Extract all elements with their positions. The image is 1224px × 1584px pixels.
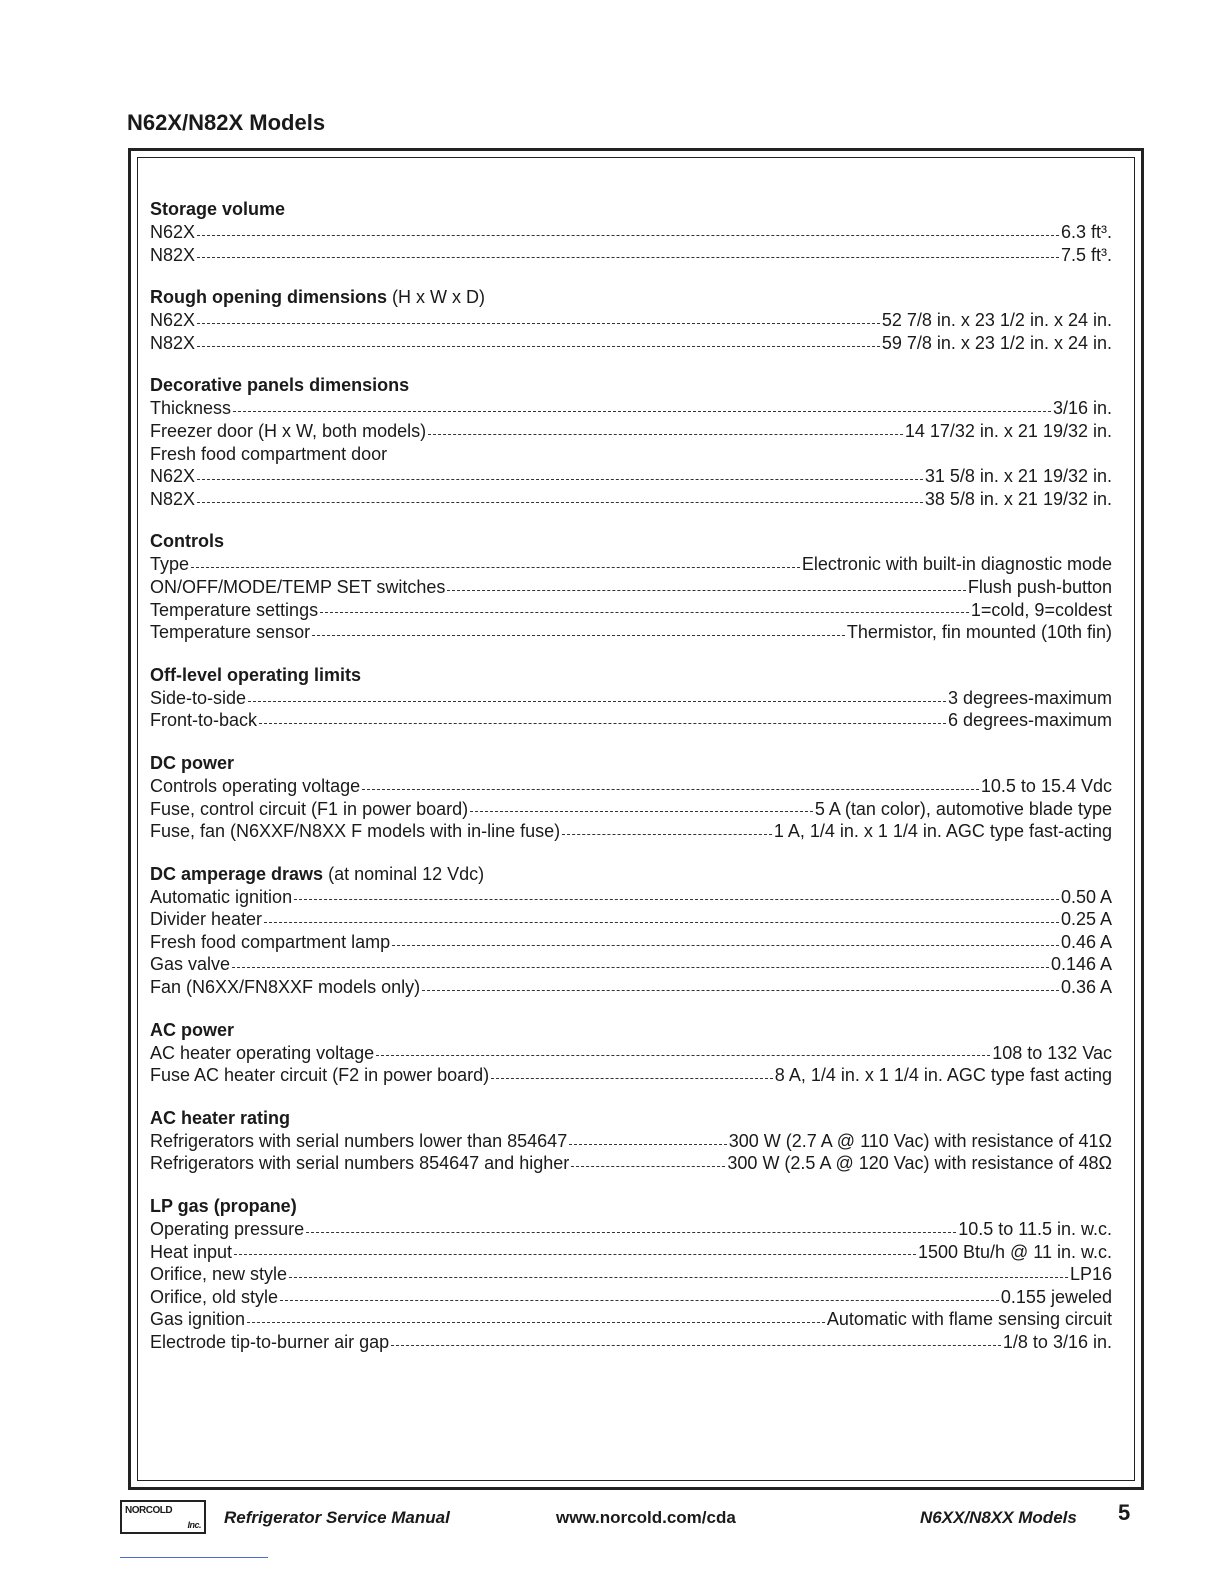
dot-leader	[197, 502, 923, 503]
section-title	[150, 1019, 1112, 1042]
spec-row	[150, 621, 1112, 644]
logo-bottom-text: Inc.	[187, 1520, 201, 1530]
spec-label: Controls operating voltage	[150, 775, 361, 796]
dot-leader	[191, 567, 800, 568]
spec-value: 0.36 A	[1060, 977, 1112, 998]
spec-subheading: Fresh food compartment door	[150, 443, 388, 464]
section-title	[150, 863, 1112, 886]
spec-label: Side-to-side	[150, 687, 247, 708]
spec-row	[150, 1286, 1112, 1309]
spec-label: Freezer door (H x W, both models)	[150, 420, 427, 441]
footer-manual-title: Refrigerator Service Manual	[224, 1508, 450, 1527]
dot-leader	[234, 1254, 916, 1255]
spec-row	[150, 1042, 1112, 1065]
spec-row	[150, 886, 1112, 909]
section-subtitle: (H x W x D)	[392, 287, 485, 308]
spec-label: Temperature settings	[150, 599, 319, 620]
section-subtitle: (at nominal 12 Vdc)	[328, 863, 485, 884]
page-number: 5	[1118, 1500, 1131, 1525]
logo-top-text: NORCOLD	[125, 1505, 173, 1516]
dot-leader	[447, 590, 966, 591]
spec-label: Divider heater	[150, 909, 263, 930]
spec-section	[150, 1107, 1112, 1175]
section-title	[150, 374, 1112, 397]
spec-label: Type	[150, 554, 190, 575]
spec-label: Fuse AC heater circuit (F2 in power board)	[150, 1065, 490, 1086]
spec-section	[150, 1195, 1112, 1354]
spec-value: 5 A (tan color), automotive blade type	[814, 798, 1112, 819]
section-title-text: AC power	[150, 1019, 235, 1040]
spec-row	[150, 488, 1112, 511]
spec-value: 0.25 A	[1060, 909, 1112, 930]
spec-row	[150, 397, 1112, 420]
dot-leader	[232, 967, 1049, 968]
spec-section	[150, 198, 1112, 266]
spec-value: 31 5/8 in. x 21 19/32 in.	[924, 466, 1112, 487]
spec-label: Electrode tip-to-burner air gap	[150, 1332, 390, 1352]
spec-value: 1/8 to 3/16 in.	[1002, 1332, 1112, 1352]
dot-leader	[197, 346, 880, 347]
dot-leader	[280, 1300, 999, 1301]
spec-value: 300 W (2.5 A @ 120 Vac) with resistance of 48Ω	[727, 1153, 1112, 1174]
spec-label: Gas ignition	[150, 1309, 246, 1330]
dot-leader	[320, 612, 969, 613]
footer-models: N6XX/N8XX Models	[920, 1508, 1077, 1527]
spec-label: N62X	[150, 310, 196, 331]
spec-row	[150, 709, 1112, 732]
spec-row	[150, 599, 1112, 622]
spec-value: Flush push-button	[967, 576, 1112, 597]
spec-value: 14 17/32 in. x 21 19/32 in.	[904, 420, 1112, 441]
dot-leader	[197, 235, 1059, 236]
spec-value: Automatic with flame sensing circuit	[826, 1309, 1112, 1330]
spec-section	[150, 374, 1112, 510]
dot-leader	[197, 257, 1059, 258]
spec-section	[150, 530, 1112, 643]
section-title	[150, 198, 1112, 221]
spec-row	[150, 465, 1112, 488]
link-underline	[120, 1557, 268, 1558]
section-title	[150, 664, 1112, 687]
spec-label: N82X	[150, 332, 196, 353]
spec-row	[150, 420, 1112, 443]
spec-label: Gas valve	[150, 954, 231, 975]
spec-value: Electronic with built-in diagnostic mode	[801, 554, 1112, 575]
dot-leader	[197, 479, 923, 480]
spec-label: Fan (N6XX/FN8XXF models only)	[150, 977, 421, 998]
spec-label: AC heater operating voltage	[150, 1042, 375, 1063]
spec-section	[150, 752, 1112, 843]
section-title	[150, 286, 1112, 309]
spec-value: 3 degrees-maximum	[947, 687, 1112, 708]
spec-row	[150, 221, 1112, 244]
spec-value: 7.5 ft³.	[1060, 244, 1112, 265]
spec-row	[150, 1218, 1112, 1241]
spec-section	[150, 1019, 1112, 1087]
spec-label: Orifice, old style	[150, 1286, 279, 1307]
spec-value: 38 5/8 in. x 21 19/32 in.	[924, 488, 1112, 509]
spec-value: 108 to 132 Vac	[992, 1042, 1112, 1063]
dot-leader	[392, 945, 1059, 946]
spec-label: Fresh food compartment lamp	[150, 931, 391, 952]
section-title-text: Storage volume	[150, 199, 286, 219]
section-title-text: AC heater rating	[150, 1107, 291, 1128]
section-title-text: Off-level operating limits	[150, 664, 362, 685]
spec-value: 0.50 A	[1060, 886, 1112, 907]
spec-value: 52 7/8 in. x 23 1/2 in. x 24 in.	[881, 310, 1112, 331]
spec-label: Orifice, new style	[150, 1264, 288, 1285]
section-title-text: DC amperage draws	[150, 863, 324, 884]
norcold-logo	[120, 1500, 206, 1534]
spec-value: 59 7/8 in. x 23 1/2 in. x 24 in.	[881, 332, 1112, 353]
spec-row	[150, 332, 1112, 355]
spec-row	[150, 687, 1112, 710]
page-footer	[120, 1500, 1140, 1540]
dot-leader	[197, 323, 880, 324]
spec-label: Refrigerators with serial numbers lower than 854647	[150, 1130, 568, 1151]
spec-label: Fuse, fan (N6XXF/N8XX F models with in-line fuse)	[150, 821, 561, 842]
spec-value: 6 degrees-maximum	[947, 710, 1112, 731]
section-title	[150, 1195, 1112, 1218]
dot-leader	[289, 1277, 1068, 1278]
spec-label: Refrigerators with serial numbers 854647 and higher	[150, 1153, 570, 1174]
spec-value: 300 W (2.7 A @ 110 Vac) with resistance of 41Ω	[728, 1130, 1112, 1151]
spec-label: Fuse, control circuit (F1 in power board)	[150, 798, 469, 819]
spec-value: LP16	[1069, 1264, 1112, 1285]
spec-row	[150, 953, 1112, 976]
dot-leader	[571, 1166, 725, 1167]
spec-value: 1=cold, 9=coldest	[970, 599, 1112, 620]
spec-row	[150, 1241, 1112, 1264]
section-title-text: LP gas (propane)	[150, 1196, 297, 1217]
spec-value: 0.146 A	[1050, 954, 1112, 975]
spec-row	[150, 309, 1112, 332]
spec-row	[150, 1331, 1112, 1354]
spec-row	[150, 244, 1112, 267]
spec-row	[150, 1152, 1112, 1175]
spec-value: 10.5 to 11.5 in. w.c.	[958, 1219, 1112, 1240]
dot-leader	[569, 1144, 727, 1145]
dot-leader	[259, 723, 946, 724]
spec-label: Thickness	[150, 398, 232, 419]
dot-leader	[362, 789, 979, 790]
section-title	[150, 1107, 1112, 1130]
spec-value: 6.3 ft³.	[1060, 222, 1112, 242]
spec-label: Operating pressure	[150, 1219, 305, 1240]
spec-value: 0.46 A	[1060, 931, 1112, 952]
spec-value: 1 A, 1/4 in. x 1 1/4 in. AGC type fast-acting	[773, 821, 1112, 842]
spec-content	[150, 198, 1112, 1374]
spec-value: Thermistor, fin mounted (10th fin)	[846, 622, 1112, 643]
dot-leader	[562, 834, 772, 835]
section-title-text: Decorative panels dimensions	[150, 375, 410, 396]
spec-row	[150, 931, 1112, 954]
dot-leader	[247, 1322, 825, 1323]
dot-leader	[391, 1345, 1001, 1346]
section-title-text: Rough opening dimensions	[150, 287, 387, 308]
dot-leader	[422, 990, 1059, 991]
spec-row	[150, 1308, 1112, 1331]
dot-leader	[264, 922, 1059, 923]
spec-value: 10.5 to 15.4 Vdc	[980, 775, 1112, 796]
section-title	[150, 530, 1112, 553]
section-title	[150, 752, 1112, 775]
spec-value: 8 A, 1/4 in. x 1 1/4 in. AGC type fast acting	[774, 1065, 1112, 1086]
spec-row	[150, 576, 1112, 599]
spec-value: 3/16 in.	[1052, 398, 1112, 419]
spec-section	[150, 664, 1112, 732]
spec-row	[150, 1064, 1112, 1087]
spec-label: N62X	[150, 466, 196, 487]
dot-leader	[376, 1055, 990, 1056]
spec-label: Automatic ignition	[150, 886, 293, 907]
spec-label: Heat input	[150, 1241, 233, 1262]
spec-section	[150, 286, 1112, 354]
spec-label: Front-to-back	[150, 710, 258, 731]
section-title-text: DC power	[150, 752, 235, 773]
spec-row	[150, 976, 1112, 999]
spec-section	[150, 863, 1112, 999]
spec-label: N82X	[150, 244, 196, 265]
spec-row	[150, 553, 1112, 576]
page-title: N62X/N82X Models	[127, 110, 326, 135]
dot-leader	[294, 899, 1059, 900]
spec-value: 1500 Btu/h @ 11 in. w.c.	[917, 1241, 1112, 1262]
dot-leader	[491, 1078, 773, 1079]
spec-row	[150, 1263, 1112, 1286]
spec-row	[150, 775, 1112, 798]
dot-leader	[233, 411, 1051, 412]
dot-leader	[428, 434, 903, 435]
spec-row	[150, 820, 1112, 843]
section-title-text: Controls	[150, 531, 224, 552]
spec-value: 0.155 jeweled	[1000, 1286, 1112, 1307]
spec-label: ON/OFF/MODE/TEMP SET switches	[150, 576, 446, 597]
dot-leader	[306, 1232, 956, 1233]
spec-row	[150, 908, 1112, 931]
dot-leader	[470, 811, 813, 812]
dot-leader	[312, 635, 845, 636]
spec-label: Temperature sensor	[150, 622, 311, 643]
spec-row	[150, 798, 1112, 821]
spec-label: N62X	[150, 222, 196, 242]
dot-leader	[248, 701, 946, 702]
spec-label: N82X	[150, 488, 196, 509]
footer-url[interactable]: www.norcold.com/cda	[556, 1508, 736, 1527]
spec-row	[150, 1130, 1112, 1153]
